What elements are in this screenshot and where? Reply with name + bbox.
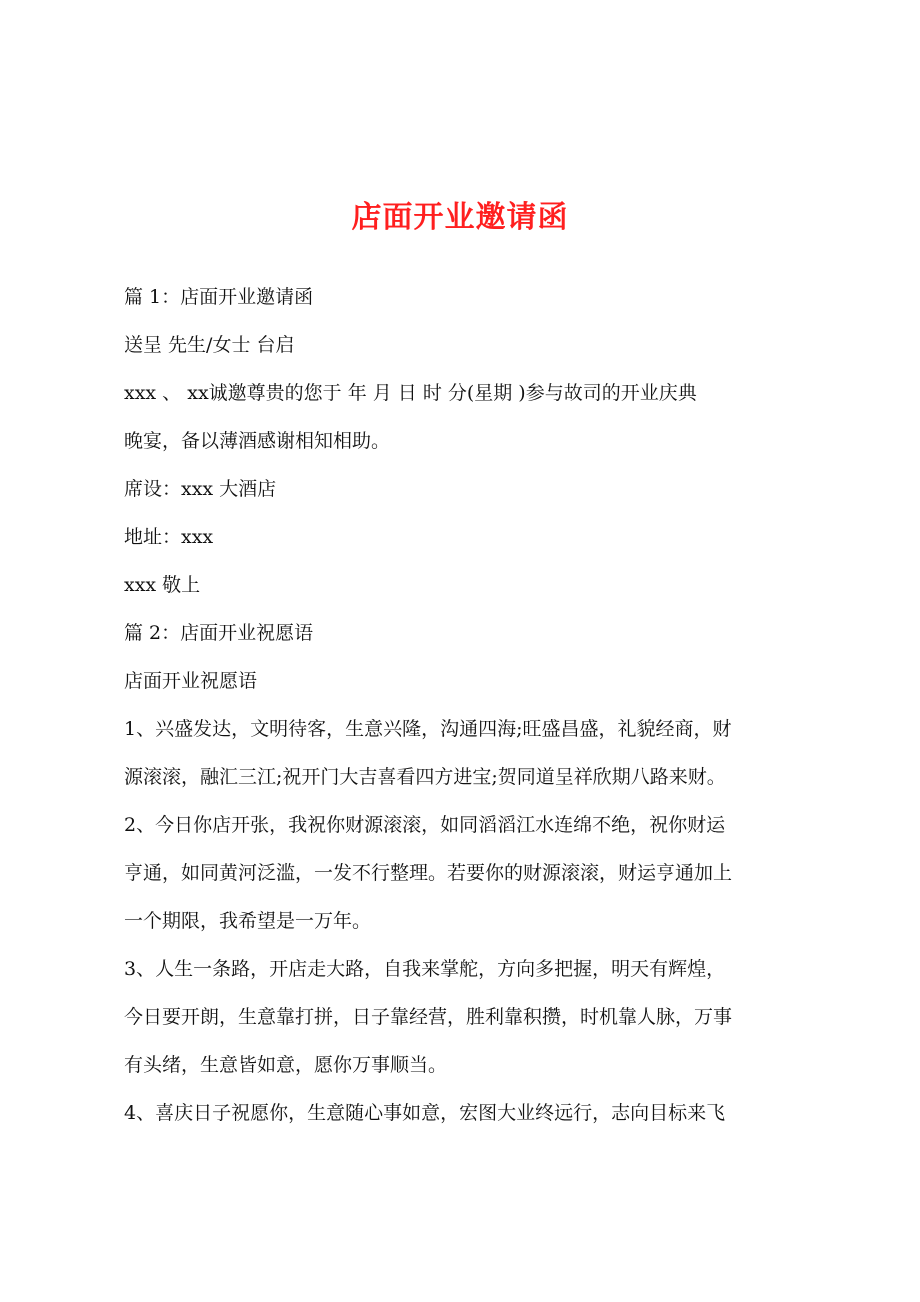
text-line: 有头绪，生意皆如意，愿你万事顺当。 [124,1054,448,1076]
text-line: 地址：xxx [124,526,214,548]
text-line: 1、兴盛发达，文明待客，生意兴隆，沟通四海;旺盛昌盛，礼貌经商，财 [124,718,732,740]
document-title: 店面开业邀请函 [351,200,569,235]
text-line: 送呈 先生/女士 台启 [124,334,295,356]
text-line: 3、人生一条路，开店走大路，自我来掌舵，方向多把握，明天有辉煌， [124,958,726,980]
text-line: 晚宴，备以薄酒感谢相知相助。 [124,430,391,452]
text-line: 2、今日你店开张，我祝你财源滚滚，如同滔滔江水连绵不绝，祝你财运 [124,814,726,836]
text-line: xxx 敬上 [124,574,201,596]
text-line: 今日要开朗，生意靠打拼，日子靠经营，胜利靠积攒，时机靠人脉，万事 [124,1006,733,1028]
text-line: xxx 、 xx诚邀尊贵的您于 年 月 日 时 分(星期 )参与故司的开业庆典 [124,382,697,404]
text-line: 席设：xxx 大酒店 [124,478,277,500]
text-line: 篇 1：店面开业邀请函 [124,286,314,308]
text-line: 一个期限，我希望是一万年。 [124,910,372,932]
text-line: 4、喜庆日子祝愿你，生意随心事如意，宏图大业终远行，志向目标来飞 [124,1102,726,1124]
text-line: 篇 2：店面开业祝愿语 [124,622,314,644]
text-line: 店面开业祝愿语 [124,670,258,692]
text-line: 亨通，如同黄河泛滥，一发不行整理。若要你的财源滚滚，财运亨通加上 [124,862,733,884]
text-line: 源滚滚，融汇三江;祝开门大吉喜看四方进宝;贺同道呈祥欣期八路来财。 [124,766,726,788]
